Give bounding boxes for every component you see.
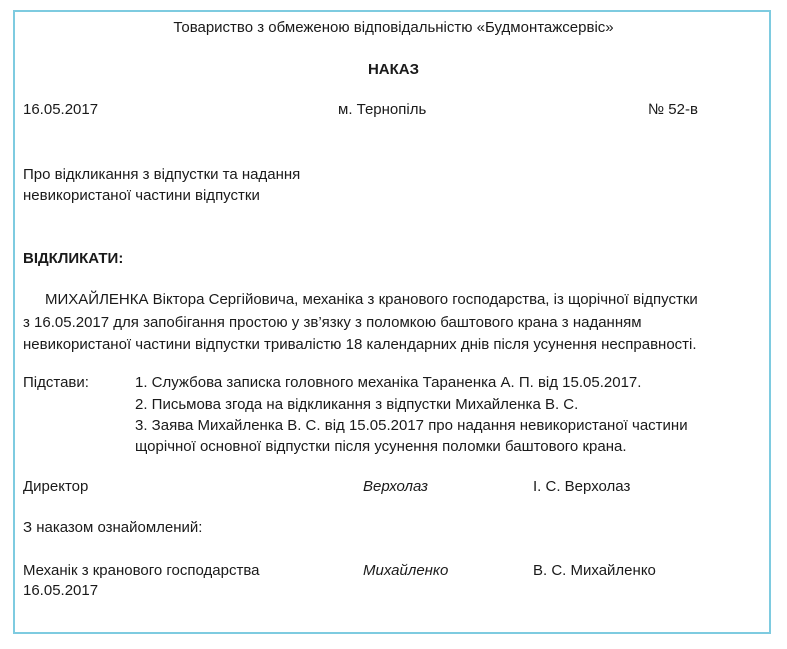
subject-line-2: невикористаної частини відпустки xyxy=(23,187,260,204)
body-line-3: невикористаної частини відпустки тривалістю 18 календарних днів після усунення несправності. xyxy=(23,336,697,353)
basis-item-2: 2. Письмова згода на відкликання з відпустки Михайленка В. С. xyxy=(135,396,579,413)
document-title: НАКАЗ xyxy=(367,61,420,78)
employee-signature: Михайленко xyxy=(363,562,449,579)
basis-label: Підстави: xyxy=(23,374,89,391)
order-date: 16.05.2017 xyxy=(23,101,99,118)
employee-sign-date: 16.05.2017 xyxy=(23,582,99,599)
body-line-1: МИХАЙЛЕНКА Віктора Сергійовича, механіка з кранового господарства, із щорічної відпустки xyxy=(45,291,698,308)
director-signature: Верхолаз xyxy=(363,478,428,495)
basis-item-1: 1. Службова записка головного механіка Тараненка А. П. від 15.05.2017. xyxy=(135,374,642,391)
order-place: м. Тернопіль xyxy=(338,101,427,118)
acquainted-label: З наказом ознайомлений: xyxy=(23,519,203,536)
basis-item-3: 3. Заява Михайленка В. С. від 15.05.2017 про надання невикористаної частини xyxy=(135,417,688,434)
director-name: І. С. Верхолаз xyxy=(533,478,631,495)
company-name: Товариство з обмеженою відповідальністю «Будмонтажсервіс» xyxy=(173,19,614,36)
basis-item-3-continued: щорічної основної відпустки після усунення поломки баштового крана. xyxy=(135,438,627,455)
subject-line-1: Про відкликання з відпустки та надання xyxy=(23,166,301,183)
director-title: Директор xyxy=(23,478,89,495)
action-heading: ВІДКЛИКАТИ: xyxy=(23,250,124,267)
body-line-2: з 16.05.2017 для запобігання простою у зв’язку з поломкою баштового крана з наданням xyxy=(23,314,642,331)
employee-title: Механік з кранового господарства xyxy=(23,562,260,579)
employee-name: В. С. Михайленко xyxy=(533,562,656,579)
order-number: № 52-в xyxy=(648,101,698,118)
